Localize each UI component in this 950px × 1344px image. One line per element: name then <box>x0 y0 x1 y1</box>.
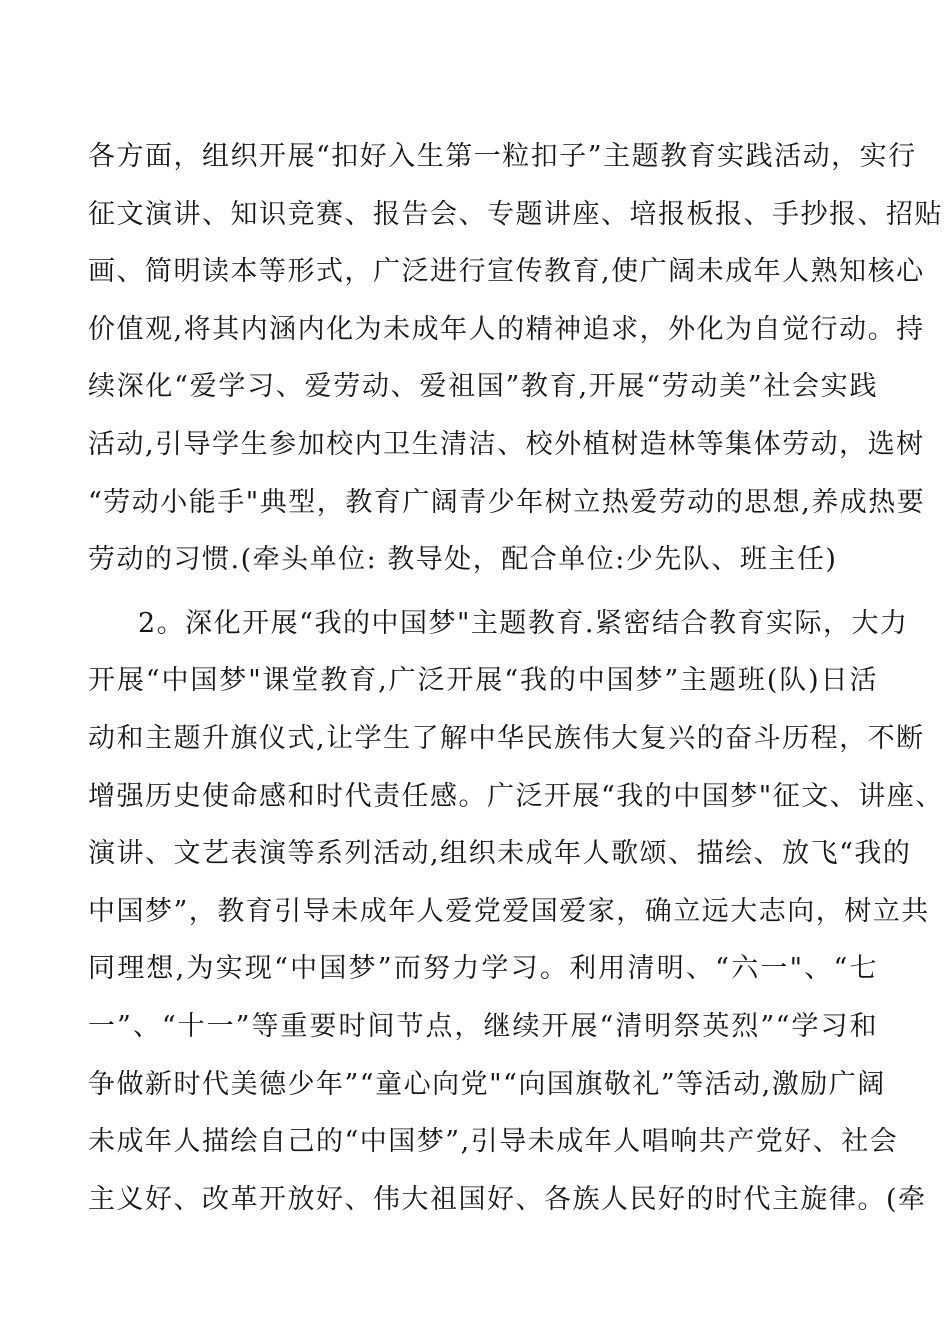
paragraph-1-line-1: 各方面，组织开展“扣好入生第一粒扣子”主题教育实践活动，实行 <box>88 141 917 172</box>
paragraph-1-line-6: 活动,引导学生参加校内卫生清洁、校外植树造林等集体劳动，选树 <box>88 428 925 460</box>
paragraph-2-line-2: 开展“中国梦"课堂教育,广泛开展“我的中国梦”主题班(队)日活 <box>88 665 878 697</box>
paragraph-2-line-4: 增强历史使命感和时代责任感。广泛开展“我的中国梦"征文、讲座、 <box>88 780 944 812</box>
paragraph-1-line-3: 画、简明读本等形式，广泛进行宣传教育,使广阔未成年人熟知核心 <box>88 256 925 288</box>
paragraph-1-line-5: 续深化“爱学习、爱劳动、爱祖国”教育,开展“劳动美”社会实践 <box>88 371 878 403</box>
paragraph-2-line-6: 中国梦”，教育引导未成年人爱党爱国爱家，确立远大志向，树立共 <box>88 895 930 927</box>
paragraph-2-line-5: 演讲、文艺表演等系列活动,组织未成年人歌颂、描绘、放飞“我的 <box>88 838 912 870</box>
paragraph-1-line-7: “劳动小能手"典型，教育广阔青少年树立热爱劳动的思想,养成热要 <box>88 486 926 518</box>
paragraph-1-line-4: 价值观,将其内涵内化为未成年人的精神追求，外化为自觉行动。持 <box>88 313 925 345</box>
paragraph-2-line-7: 同理想,为实现“中国梦”而努力学习。利用清明、“六一"、“七 <box>88 953 878 985</box>
paragraph-1-line-8: 劳动的习惯.(牵头单位: 教导处，配合单位:少先队、班主任) <box>88 544 838 576</box>
paragraph-2-line-10: 未成年人描绘自己的“中国梦”,引导未成年人唱响共产党好、社会 <box>88 1126 899 1158</box>
paragraph-1-line-2: 征文演讲、知识竞赛、报告会、专题讲座、培报板报、手抄报、招贴 <box>88 198 943 230</box>
paragraph-2-line-1: 2。深化开展“我的中国梦"主题教育.紧密结合教育实际，大力 <box>138 607 909 639</box>
paragraph-2-line-11: 主义好、改革开放好、伟大祖国好、各族人民好的时代主旋律。(牵 <box>88 1183 927 1215</box>
paragraph-2-line-3: 动和主题升旗仪式,让学生了解中华民族伟大复兴的奋斗历程，不断 <box>88 722 925 754</box>
document-body <box>88 128 944 1228</box>
paragraph-2-line-9: 争做新时代美德少年”“童心向党"“向国旗敬礼”等活动,激励广阔 <box>88 1068 886 1100</box>
paragraph-2-line-8: 一”、“十一”等重要时间节点，继续开展“清明祭英烈”“学习和 <box>88 1010 878 1042</box>
